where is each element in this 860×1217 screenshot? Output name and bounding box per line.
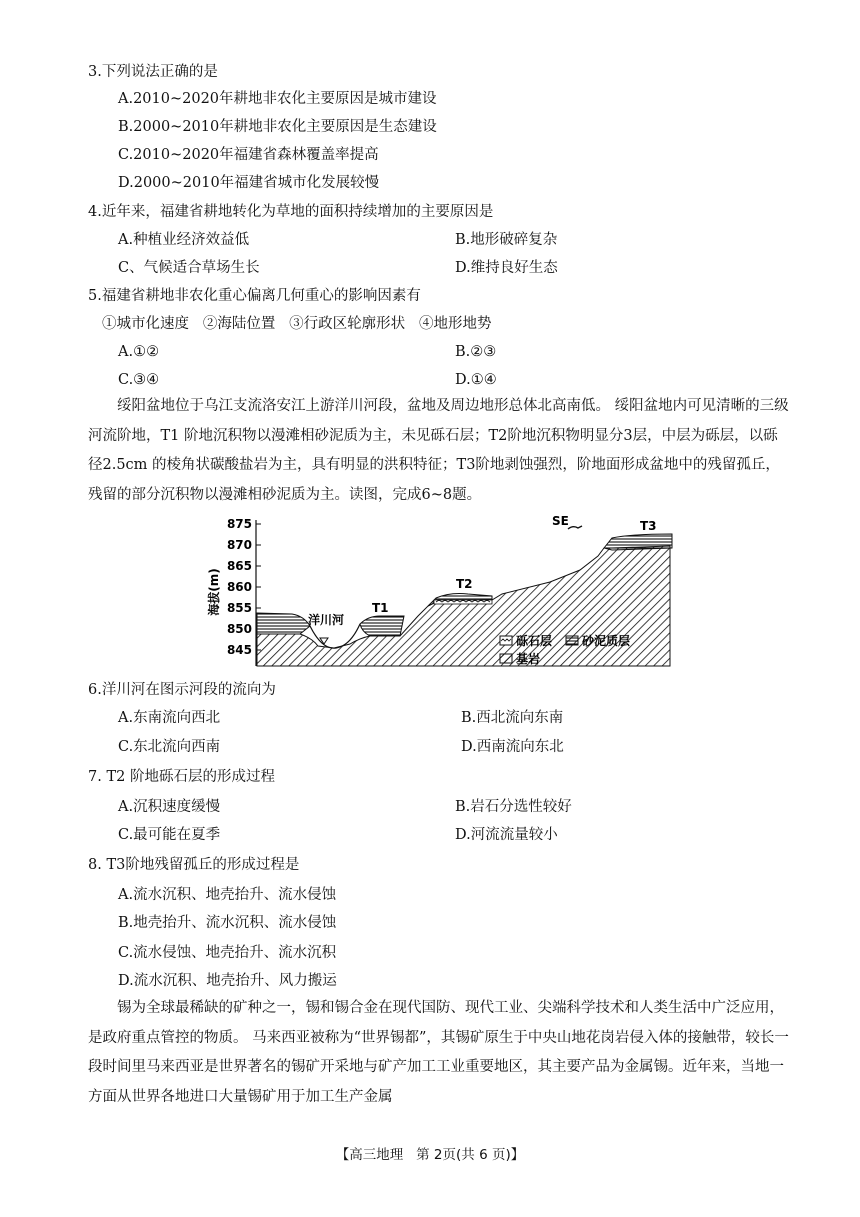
q5-factors: ①城市化速度 ②海陆位置 ③行政区轮廓形状 ④地形地势 — [102, 316, 492, 332]
q5-option-c: C.③④ — [118, 372, 160, 388]
q3-option-c: C.2010~2020年福建省森林覆盖率提高 — [118, 147, 379, 163]
q7-option-b: B.岩石分选性较好 — [455, 799, 572, 815]
q6-option-c: C.东北流向西南 — [118, 739, 221, 755]
q8-stem: 8. T3阶地残留孤丘的形成过程是 — [88, 857, 300, 873]
q3-stem: 3.下列说法正确的是 — [88, 64, 218, 80]
t3-label: T3 — [640, 519, 657, 533]
q8-option-d: D.流水沉积、地壳抬升、风力搬运 — [118, 973, 337, 989]
q7-option-a: A.沉积速度缓慢 — [118, 799, 221, 815]
q7-option-d: D.河流流量较小 — [455, 827, 558, 843]
q4-option-c: C、气候适合草场生长 — [118, 260, 260, 276]
q4-stem: 4.近年来，福建省耕地转化为草地的面积持续增加的主要原因是 — [88, 204, 494, 220]
page-footer: 【高三地理 第 2页(共 6 页)】 — [335, 1147, 525, 1163]
t1-label: T1 — [372, 601, 389, 615]
terrace-cross-section-figure — [200, 508, 680, 680]
q6-option-b: B.西北流向东南 — [461, 710, 564, 726]
legend-bedrock-swatch — [500, 654, 512, 663]
q8-option-a: A.流水沉积、地壳抬升、流水侵蚀 — [118, 887, 337, 903]
q3-option-a: A.2010~2020年耕地非农化主要原因是城市建设 — [118, 91, 437, 107]
q4-option-d: D.维持良好生态 — [455, 260, 558, 276]
y-axis-label: 海拔(m) — [207, 568, 221, 616]
y-tick-label: 850 — [226, 622, 252, 636]
legend-sand-swatch — [566, 636, 578, 645]
t2-label: T2 — [456, 577, 473, 591]
y-tick-label: 860 — [226, 580, 252, 594]
legend-bedrock-label: 基岩 — [516, 652, 541, 666]
bedrock — [257, 546, 670, 666]
floodplain-layer — [257, 613, 310, 634]
q4-option-a: A.种植业经济效益低 — [118, 232, 250, 248]
q3-option-d: D.2000~2010年福建省城市化发展较慢 — [118, 175, 380, 191]
t3-terrace — [604, 534, 672, 550]
y-tick-label: 855 — [226, 601, 252, 615]
direction-label: SE — [552, 514, 569, 528]
legend-sand-label: 砂泥质层 — [582, 634, 631, 648]
q5-option-a: A.①② — [118, 344, 160, 360]
y-tick-label: 875 — [226, 517, 252, 531]
direction-arrow-icon — [568, 526, 582, 529]
q7-stem: 7. T2 阶地砾石层的形成过程 — [88, 769, 275, 785]
q7-option-c: C.最可能在夏季 — [118, 827, 221, 843]
q6-option-a: A.东南流向西北 — [118, 710, 221, 726]
q5-option-d: D.①④ — [455, 372, 497, 388]
q3-option-b: B.2000~2010年耕地非农化主要原因是生态建设 — [118, 119, 437, 135]
t1-terrace — [360, 616, 404, 636]
legend-gravel-label: 砾石层 — [516, 634, 553, 648]
y-tick-label: 845 — [226, 643, 252, 657]
y-tick-label: 870 — [226, 538, 252, 552]
q4-option-b: B.地形破碎复杂 — [455, 232, 558, 248]
passage-suiyang-basin: 绥阳盆地位于乌江支流洛安江上游洋川河段，盆地及周边地形总体北高南低。 绥阳盆地内可见清晰的三级河流阶地，T1 阶地沉积物以漫滩相砂泥质为主，未见砾石层；T2阶地沉积物明显分3层，中层为砾层，以砾径2.5cm 的棱角状碳酸盐岩为主，具有明显的洪积特征；T3阶地剥蚀强烈，阶地面形成盆地中的残留孤丘，残留的部分沉积物以漫滩相砂泥质为主。读图，完成6~8题。 — [88, 398, 789, 503]
y-tick-label: 865 — [226, 559, 252, 573]
q5-stem: 5.福建省耕地非农化重心偏离几何重心的影响因素有 — [88, 288, 421, 304]
q5-option-b: B.②③ — [455, 344, 497, 360]
q8-option-b: B.地壳抬升、流水沉积、流水侵蚀 — [118, 915, 337, 931]
river-label: 洋川河 — [308, 613, 345, 627]
q6-option-d: D.西南流向东北 — [461, 739, 564, 755]
q6-stem: 6.洋川河在图示河段的流向为 — [88, 682, 276, 698]
passage-tin-malaysia: 锡为全球最稀缺的矿种之一，锡和锡合金在现代国防、现代工业、尖端科学技术和人类生活中广泛应用，是政府重点管控的物质。 马来西亚被称为“世界锡都”，其锡矿原生于中央山地花岗岩侵入体的接触带，较长一段时间里马来西亚是世界著名的锡矿开采地与矿产加工工业重要地区，其主要产品为金属锡。近年来，当地一方面从世界各地进口大量锡矿用于加工生产金属 — [88, 1000, 789, 1105]
q8-option-c: C.流水侵蚀、地壳抬升、流水沉积 — [118, 945, 337, 961]
